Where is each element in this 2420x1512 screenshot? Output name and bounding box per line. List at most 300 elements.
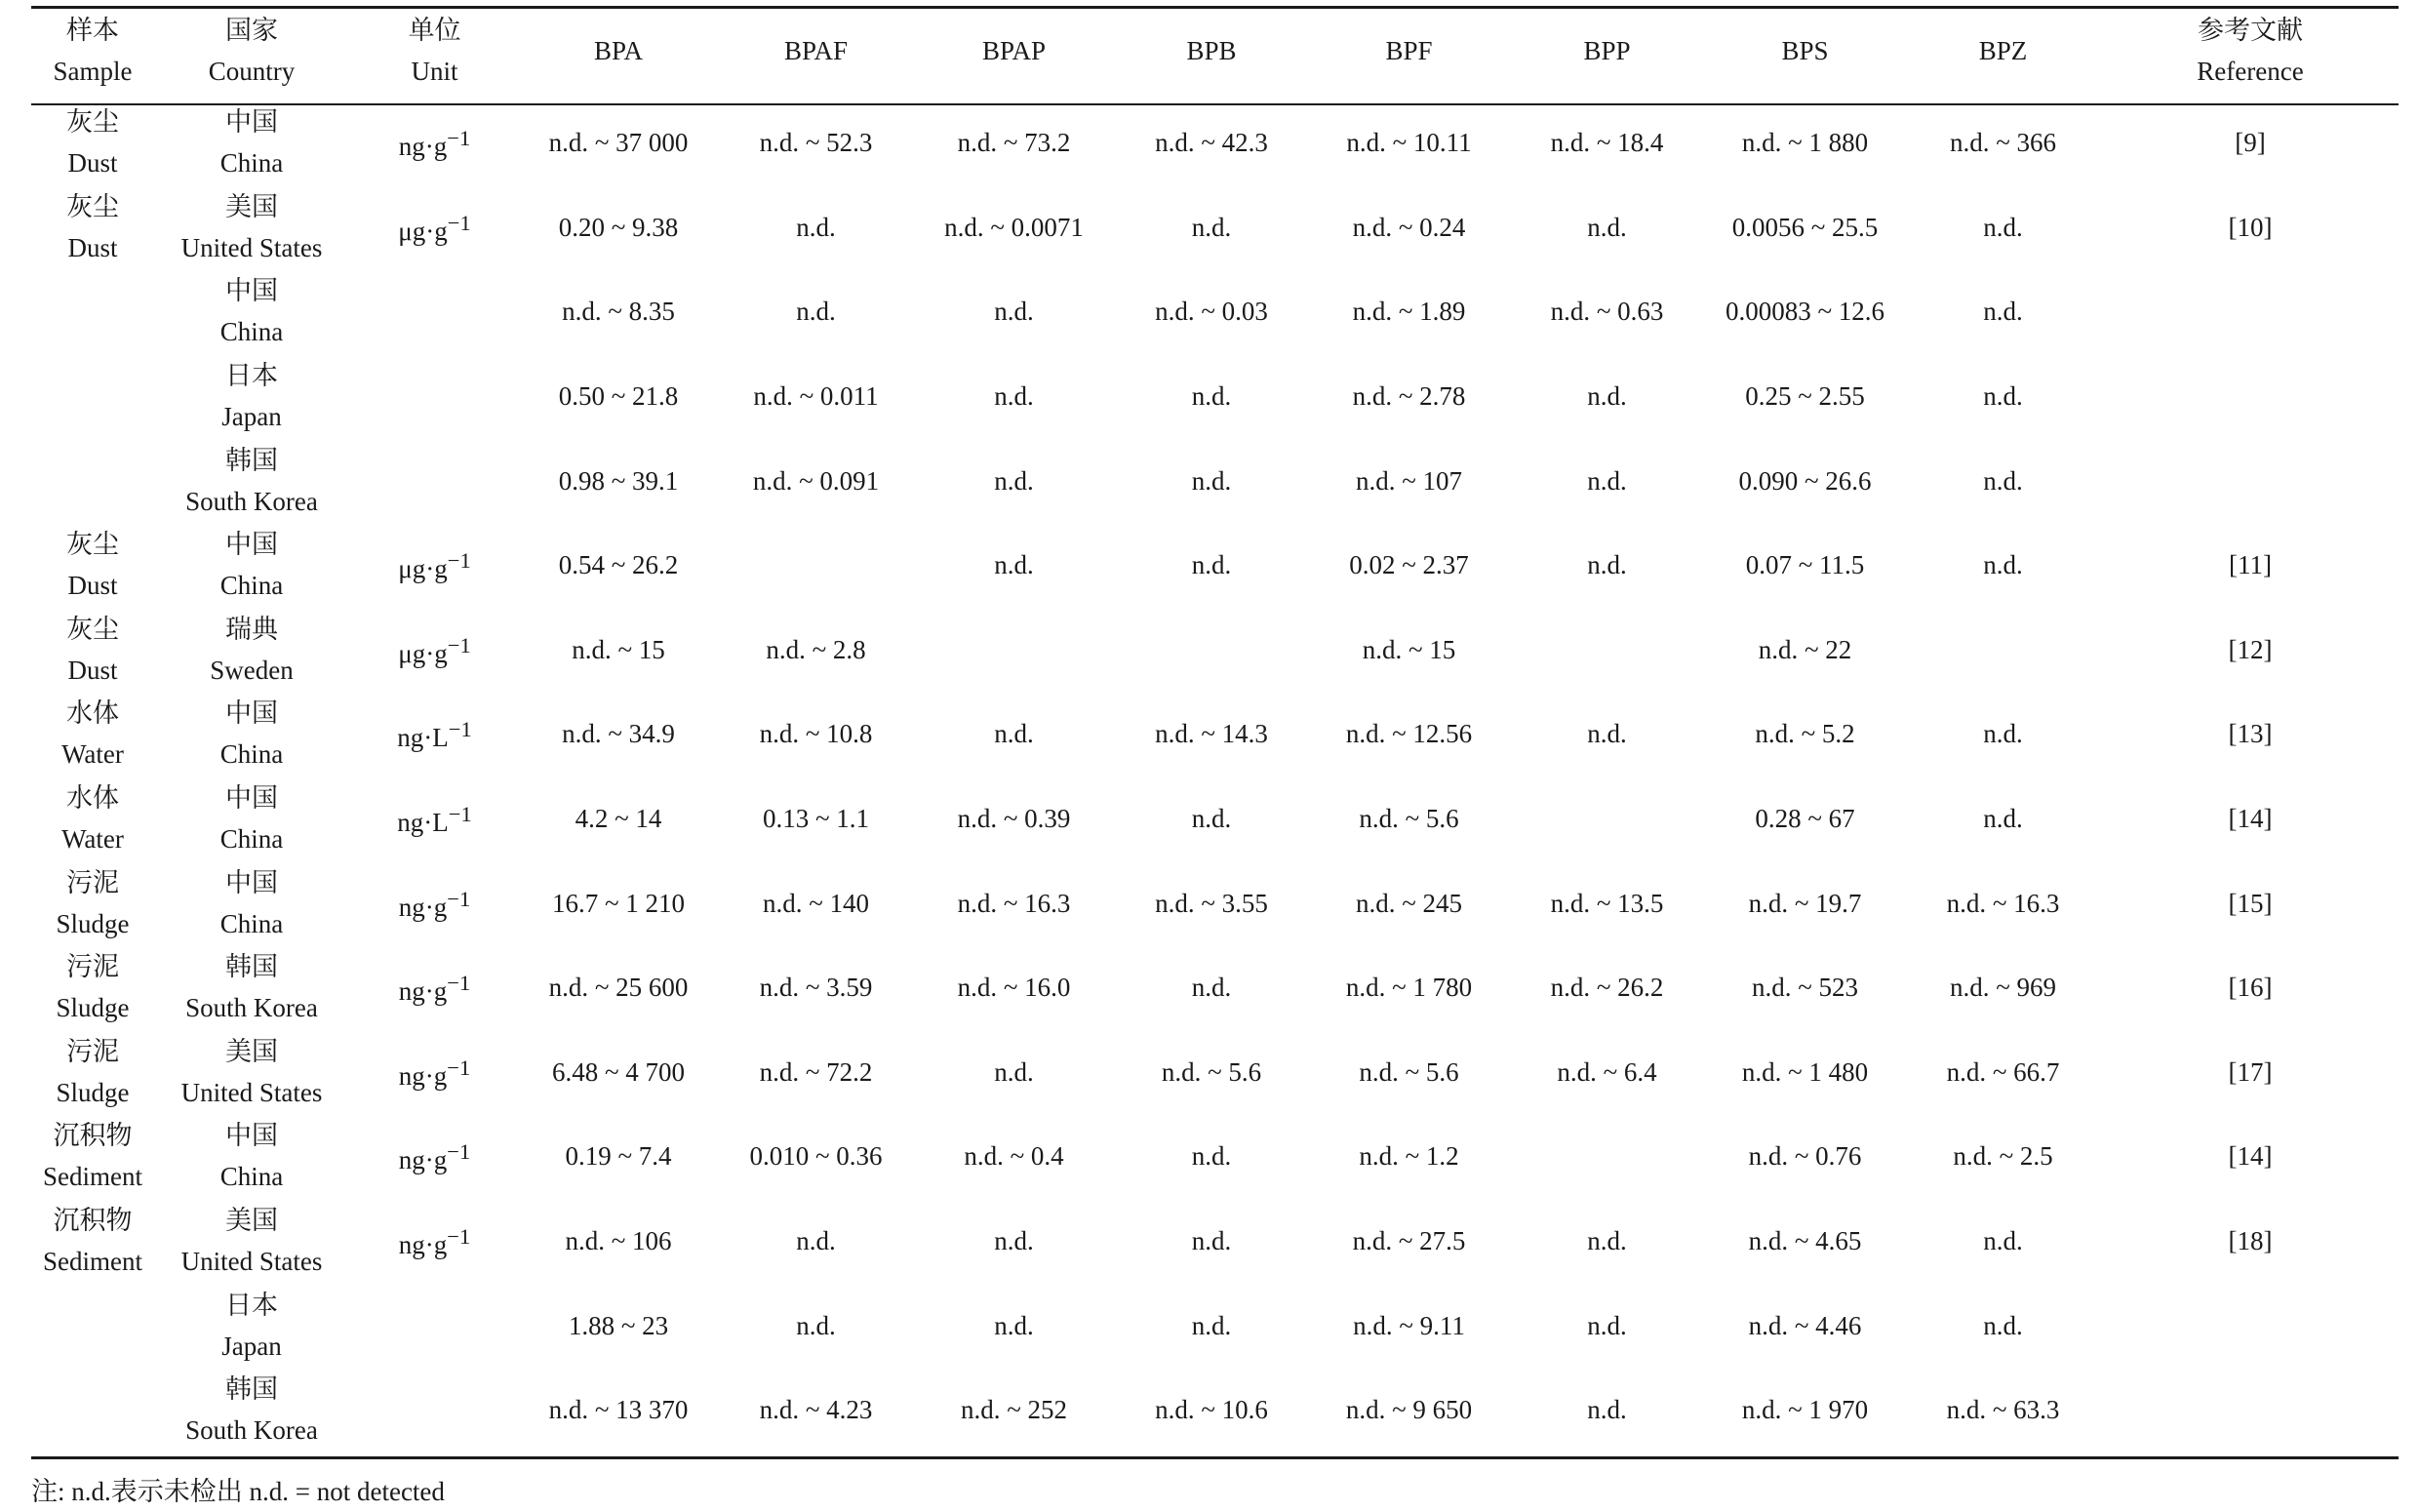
- country-cell: [154, 100, 349, 185]
- country-cell: [154, 185, 349, 270]
- bpb-value: n.d.: [1191, 212, 1232, 242]
- bpa-value: 6.48 ~ 4 700: [551, 1056, 686, 1087]
- country-zh: 美国: [225, 1036, 278, 1066]
- country-en: South Korea: [185, 993, 318, 1023]
- sample-zh: 污泥: [66, 1036, 119, 1066]
- country-zh: 中国: [225, 783, 278, 814]
- bpap-value: n.d. ~ 0.0071: [944, 212, 1084, 242]
- table-row: [31, 438, 2399, 523]
- country-en: United States: [180, 1077, 323, 1107]
- reference-cell: [18]: [2228, 1226, 2273, 1256]
- sample-en: Sediment: [43, 1247, 142, 1277]
- bpz-value: n.d.: [1983, 465, 2023, 496]
- country-cell: [154, 1199, 349, 1284]
- bps-value: n.d. ~ 19.7: [1748, 888, 1862, 918]
- bpaf-value: n.d. ~ 4.23: [759, 1395, 873, 1425]
- header-bpp: [1508, 0, 1706, 100]
- bps-value: n.d. ~ 523: [1751, 973, 1859, 1003]
- bisphenol-concentration-table: [31, 0, 2399, 1452]
- country-en: United States: [180, 232, 323, 262]
- bpp-value: n.d.: [1587, 381, 1627, 412]
- bpa-value: n.d. ~ 25 600: [548, 973, 689, 1003]
- header-bpa: [520, 0, 717, 100]
- bpz-value: n.d.: [1983, 381, 2023, 412]
- unit-cell: [349, 100, 520, 185]
- bps-value: 0.00083 ~ 12.6: [1725, 297, 1885, 327]
- reference-cell: [12]: [2228, 634, 2273, 664]
- bpap-value: n.d. ~ 0.4: [964, 1141, 1064, 1172]
- table-row: [31, 860, 2399, 945]
- bpz-value: n.d. ~ 2.5: [1953, 1141, 2053, 1172]
- unit-exponent: −1: [447, 548, 471, 574]
- bpf-value: n.d. ~ 2.78: [1352, 381, 1466, 412]
- country-en: South Korea: [185, 486, 318, 516]
- bpaf-value: n.d. ~ 2.8: [766, 634, 866, 664]
- header-unit-zh: 单位: [408, 15, 461, 45]
- table-row: [31, 945, 2399, 1030]
- sample-en: Water: [61, 824, 124, 855]
- bpz-value: n.d. ~ 969: [1949, 973, 2057, 1003]
- bpz-value: [1904, 608, 2102, 693]
- table-row: [31, 1368, 2399, 1452]
- country-cell: [154, 523, 349, 608]
- header-row: [31, 0, 2399, 100]
- sample-en: Dust: [67, 571, 118, 601]
- bps-value: 0.25 ~ 2.55: [1745, 381, 1865, 412]
- reference-cell: [2102, 1283, 2399, 1368]
- sample-cell: [31, 1368, 154, 1452]
- country-zh: 日本: [225, 1290, 278, 1320]
- country-cell: [154, 1030, 349, 1115]
- sample-zh: 灰尘: [66, 530, 119, 560]
- bps-value: n.d. ~ 5.2: [1755, 719, 1855, 749]
- header-country-zh: 国家: [225, 15, 278, 45]
- country-en: Japan: [221, 1331, 282, 1361]
- unit-exponent: −1: [447, 210, 471, 235]
- bps-value: n.d. ~ 22: [1758, 634, 1852, 664]
- sample-zh: 沉积物: [53, 1121, 133, 1151]
- header-unit-en: Unit: [411, 56, 458, 86]
- reference-cell: [9]: [2235, 128, 2266, 158]
- bpaf-value: 0.13 ~ 1.1: [762, 804, 870, 834]
- unit-cell: [349, 945, 520, 1030]
- bpaf-value: n.d.: [796, 1226, 836, 1256]
- sample-cell: [31, 1283, 154, 1368]
- bpf-value: 0.02 ~ 2.37: [1349, 550, 1469, 580]
- unit-base: μg·g: [398, 554, 448, 584]
- bpz-value: n.d.: [1983, 1310, 2023, 1340]
- bpaf-value: n.d.: [796, 1310, 836, 1340]
- sample-en: Dust: [67, 655, 118, 685]
- bpa-value: 0.98 ~ 39.1: [558, 465, 679, 496]
- sample-cell: [31, 860, 154, 945]
- sample-cell: [31, 692, 154, 776]
- bpa-value: n.d. ~ 37 000: [548, 128, 689, 158]
- bpp-value: n.d.: [1587, 1310, 1627, 1340]
- reference-cell: [2102, 1368, 2399, 1452]
- table-row: [31, 269, 2399, 354]
- sample-zh: 水体: [66, 698, 119, 729]
- bpf-value: n.d. ~ 5.6: [1359, 1056, 1459, 1087]
- reference-cell: [17]: [2228, 1056, 2273, 1087]
- unit-cell: [349, 185, 520, 270]
- bpz-value: n.d.: [1983, 297, 2023, 327]
- bpz-value: n.d. ~ 366: [1949, 128, 2057, 158]
- bps-value: n.d. ~ 1 880: [1741, 128, 1869, 158]
- bpb-value: n.d. ~ 14.3: [1155, 719, 1268, 749]
- sample-en: Sludge: [56, 1077, 130, 1107]
- country-en: China: [219, 824, 284, 855]
- header-bpz-en: BPZ: [1978, 35, 2028, 65]
- bpap-value: n.d.: [994, 719, 1034, 749]
- header-bpb: [1113, 0, 1310, 100]
- country-en: China: [219, 908, 284, 938]
- bpf-value: n.d. ~ 27.5: [1352, 1226, 1466, 1256]
- reference-cell: [14]: [2228, 1141, 2273, 1172]
- unit-base: ng·g: [398, 892, 448, 922]
- bpap-value: n.d.: [994, 297, 1034, 327]
- bpap-value: n.d.: [994, 550, 1034, 580]
- bpb-value: n.d.: [1191, 804, 1232, 834]
- header-reference-en: Reference: [2197, 56, 2304, 86]
- bpaf-value: n.d. ~ 0.011: [753, 381, 879, 412]
- bpb-value: n.d. ~ 3.55: [1155, 888, 1268, 918]
- unit-exponent: −1: [447, 886, 471, 911]
- country-en: China: [219, 739, 284, 770]
- reference-cell: [2102, 354, 2399, 439]
- unit-exponent: −1: [447, 971, 471, 996]
- bpz-value: n.d.: [1983, 1226, 2023, 1256]
- bpa-value: 1.88 ~ 23: [568, 1310, 669, 1340]
- bpb-value: n.d.: [1191, 465, 1232, 496]
- country-zh: 中国: [225, 1121, 278, 1151]
- sample-en: Water: [61, 739, 124, 770]
- reference-cell: [2102, 438, 2399, 523]
- sample-cell: [31, 438, 154, 523]
- country-en: China: [219, 571, 284, 601]
- bpp-value: [1508, 1114, 1706, 1199]
- table-row: [31, 100, 2399, 185]
- unit-base: ng·g: [398, 132, 448, 162]
- unit-cell: [349, 438, 520, 523]
- table-row: [31, 185, 2399, 270]
- country-zh: 韩国: [225, 445, 278, 475]
- bpb-value: n.d.: [1191, 550, 1232, 580]
- unit-base: μg·g: [398, 216, 448, 246]
- bpf-value: n.d. ~ 1.2: [1359, 1141, 1459, 1172]
- bpp-value: n.d.: [1587, 550, 1627, 580]
- bpa-value: 16.7 ~ 1 210: [551, 888, 686, 918]
- unit-exponent: −1: [448, 717, 472, 742]
- bps-value: 0.0056 ~ 25.5: [1731, 212, 1879, 242]
- country-en: China: [219, 148, 284, 179]
- footnote-cutoff: [31, 1469, 2399, 1506]
- bpp-value: [1508, 776, 1706, 861]
- country-cell: [154, 776, 349, 861]
- unit-exponent: −1: [447, 1139, 471, 1165]
- unit-cell: [349, 523, 520, 608]
- sample-cell: [31, 1199, 154, 1284]
- header-bpf: [1310, 0, 1508, 100]
- country-zh: 中国: [225, 867, 278, 897]
- bpz-value: n.d.: [1983, 550, 2023, 580]
- unit-cell: [349, 354, 520, 439]
- bpaf-value: n.d. ~ 10.8: [759, 719, 873, 749]
- bpa-value: n.d. ~ 8.35: [562, 297, 675, 327]
- bpp-value: n.d. ~ 18.4: [1550, 128, 1664, 158]
- sample-cell: [31, 185, 154, 270]
- header-bpaf-en: BPAF: [783, 35, 849, 65]
- unit-exponent: −1: [447, 1054, 471, 1080]
- country-en: China: [219, 317, 284, 347]
- header-bpaf: [717, 0, 915, 100]
- header-reference: [2102, 0, 2399, 100]
- sample-cell: [31, 100, 154, 185]
- bpz-value: n.d. ~ 16.3: [1946, 888, 2060, 918]
- bpap-value: n.d. ~ 73.2: [957, 128, 1071, 158]
- bpap-value: n.d. ~ 252: [960, 1395, 1068, 1425]
- header-bpz: [1904, 0, 2102, 100]
- country-zh: 中国: [225, 276, 278, 306]
- header-sample-en: Sample: [53, 56, 133, 86]
- bpap-value: n.d.: [994, 1056, 1034, 1087]
- header-sample: [31, 0, 154, 100]
- table-bottom-rule: [31, 1456, 2399, 1459]
- reference-cell: [2102, 269, 2399, 354]
- country-zh: 韩国: [225, 952, 278, 982]
- country-zh: 中国: [225, 107, 278, 138]
- reference-cell: [13]: [2228, 719, 2273, 749]
- sample-cell: [31, 269, 154, 354]
- unit-base: ng·g: [398, 1230, 448, 1260]
- bpaf-value: n.d. ~ 3.59: [759, 973, 873, 1003]
- unit-cell: [349, 1199, 520, 1284]
- sample-en: Dust: [67, 148, 118, 179]
- country-cell: [154, 354, 349, 439]
- bpap-value: n.d.: [994, 381, 1034, 412]
- bpf-value: n.d. ~ 15: [1362, 634, 1456, 664]
- country-en: South Korea: [185, 1415, 318, 1446]
- country-cell: [154, 1114, 349, 1199]
- data-table: [31, 0, 2399, 1452]
- unit-cell: [349, 608, 520, 693]
- bpa-value: 4.2 ~ 14: [575, 804, 662, 834]
- bpp-value: n.d. ~ 26.2: [1550, 973, 1664, 1003]
- country-zh: 美国: [225, 1206, 278, 1236]
- sample-en: Sludge: [56, 908, 130, 938]
- reference-cell: [10]: [2228, 212, 2273, 242]
- bpb-value: n.d.: [1191, 1310, 1232, 1340]
- unit-cell: [349, 1114, 520, 1199]
- table-row: [31, 1283, 2399, 1368]
- sample-zh: 污泥: [66, 952, 119, 982]
- sample-cell: [31, 523, 154, 608]
- bpb-value: n.d. ~ 10.6: [1155, 1395, 1268, 1425]
- bpaf-value: n.d.: [796, 212, 836, 242]
- reference-cell: [14]: [2228, 804, 2273, 834]
- unit-base: ng·L: [397, 808, 449, 838]
- bpp-value: n.d. ~ 6.4: [1557, 1056, 1657, 1087]
- country-zh: 中国: [225, 530, 278, 560]
- bpaf-value: n.d. ~ 52.3: [759, 128, 873, 158]
- country-en: United States: [180, 1247, 323, 1277]
- unit-exponent: −1: [447, 126, 471, 151]
- bpap-value: n.d. ~ 16.0: [957, 973, 1071, 1003]
- bpb-value: n.d.: [1191, 1141, 1232, 1172]
- bpf-value: n.d. ~ 107: [1355, 465, 1463, 496]
- bpa-value: n.d. ~ 106: [565, 1226, 672, 1256]
- bps-value: 0.090 ~ 26.6: [1738, 465, 1872, 496]
- bpaf-value: n.d.: [796, 297, 836, 327]
- unit-base: μg·g: [398, 638, 448, 668]
- sample-cell: [31, 1114, 154, 1199]
- table-row: [31, 776, 2399, 861]
- sample-zh: 灰尘: [66, 614, 119, 644]
- bpf-value: n.d. ~ 0.24: [1352, 212, 1466, 242]
- bpf-value: n.d. ~ 12.56: [1345, 719, 1473, 749]
- unit-cell: [349, 692, 520, 776]
- bpb-value: n.d. ~ 0.03: [1155, 297, 1268, 327]
- unit-cell: [349, 269, 520, 354]
- header-unit: [349, 0, 520, 100]
- bpf-value: n.d. ~ 1.89: [1352, 297, 1466, 327]
- bpap-value: n.d.: [994, 1226, 1034, 1256]
- unit-cell: [349, 1283, 520, 1368]
- header-bpa-en: BPA: [593, 35, 644, 65]
- table-row: [31, 692, 2399, 776]
- sample-zh: 沉积物: [53, 1206, 133, 1236]
- country-en: China: [219, 1162, 284, 1192]
- bpf-value: n.d. ~ 10.11: [1346, 128, 1472, 158]
- bpp-value: n.d.: [1587, 1395, 1627, 1425]
- bps-value: 0.28 ~ 67: [1755, 804, 1855, 834]
- bps-value: 0.07 ~ 11.5: [1745, 550, 1865, 580]
- footnote-text: 注: n.d.表示未检出 n.d. = not detected: [31, 1477, 445, 1506]
- country-en: Japan: [221, 402, 282, 432]
- country-zh: 中国: [225, 698, 278, 729]
- bpb-value: n.d. ~ 5.6: [1161, 1056, 1262, 1087]
- unit-cell: [349, 1368, 520, 1452]
- bpa-value: 0.20 ~ 9.38: [558, 212, 679, 242]
- reference-cell: [11]: [2229, 550, 2272, 580]
- header-country-en: Country: [208, 56, 296, 86]
- bpp-value: n.d. ~ 13.5: [1550, 888, 1664, 918]
- header-bps-en: BPS: [1781, 35, 1829, 65]
- table-row: [31, 523, 2399, 608]
- bps-value: n.d. ~ 1 480: [1741, 1056, 1869, 1087]
- sample-en: Dust: [67, 232, 118, 262]
- bpz-value: n.d.: [1983, 804, 2023, 834]
- sample-zh: 灰尘: [66, 191, 119, 221]
- bpf-value: n.d. ~ 9.11: [1353, 1310, 1465, 1340]
- unit-base: ng·g: [398, 976, 448, 1007]
- bpa-value: n.d. ~ 13 370: [548, 1395, 689, 1425]
- country-cell: [154, 1283, 349, 1368]
- bpaf-value: n.d. ~ 0.091: [752, 465, 880, 496]
- sample-en: Sediment: [43, 1162, 142, 1192]
- unit-cell: [349, 776, 520, 861]
- sample-zh: 水体: [66, 783, 119, 814]
- country-zh: 瑞典: [225, 614, 278, 644]
- bpb-value: n.d.: [1191, 1226, 1232, 1256]
- reference-cell: [16]: [2228, 973, 2273, 1003]
- country-cell: [154, 945, 349, 1030]
- header-bpf-en: BPF: [1385, 35, 1433, 65]
- table-row: [31, 354, 2399, 439]
- bpa-value: 0.54 ~ 26.2: [558, 550, 679, 580]
- bpz-value: n.d.: [1983, 719, 2023, 749]
- bpf-value: n.d. ~ 245: [1355, 888, 1463, 918]
- bpf-value: n.d. ~ 1 780: [1345, 973, 1473, 1003]
- country-cell: [154, 608, 349, 693]
- bpap-value: n.d.: [994, 1310, 1034, 1340]
- sample-zh: 污泥: [66, 867, 119, 897]
- sample-cell: [31, 1030, 154, 1115]
- unit-exponent: −1: [447, 1224, 471, 1250]
- bpap-value: n.d.: [994, 465, 1034, 496]
- bpaf-value: 0.010 ~ 0.36: [749, 1141, 883, 1172]
- bpp-value: n.d.: [1587, 1226, 1627, 1256]
- country-cell: [154, 438, 349, 523]
- bpz-value: n.d. ~ 63.3: [1946, 1395, 2060, 1425]
- unit-base: ng·g: [398, 1060, 448, 1091]
- country-zh: 韩国: [225, 1374, 278, 1405]
- unit-cell: [349, 1030, 520, 1115]
- bps-value: n.d. ~ 4.65: [1748, 1226, 1862, 1256]
- header-bpap: [915, 0, 1113, 100]
- header-bps: [1706, 0, 1904, 100]
- table-row: [31, 1030, 2399, 1115]
- header-sample-zh: 样本: [66, 15, 119, 45]
- bpp-value: n.d.: [1587, 212, 1627, 242]
- country-zh: 日本: [225, 361, 278, 391]
- bps-value: n.d. ~ 0.76: [1748, 1141, 1862, 1172]
- header-reference-zh: 参考文献: [2198, 15, 2303, 45]
- bpf-value: n.d. ~ 5.6: [1359, 804, 1459, 834]
- bpp-value: n.d.: [1587, 465, 1627, 496]
- bpz-value: n.d. ~ 66.7: [1946, 1056, 2060, 1087]
- table-row: [31, 1199, 2399, 1284]
- sample-cell: [31, 776, 154, 861]
- country-en: Sweden: [210, 655, 294, 685]
- bpb-value: n.d. ~ 42.3: [1155, 128, 1268, 158]
- bpb-value: n.d.: [1191, 381, 1232, 412]
- bpaf-value: [717, 523, 915, 608]
- bpp-value: [1508, 608, 1706, 693]
- sample-cell: [31, 354, 154, 439]
- country-cell: [154, 692, 349, 776]
- bpap-value: [915, 608, 1113, 693]
- bpap-value: n.d. ~ 16.3: [957, 888, 1071, 918]
- bpp-value: n.d. ~ 0.63: [1550, 297, 1664, 327]
- country-cell: [154, 1368, 349, 1452]
- unit-base: ng·g: [398, 1145, 448, 1175]
- bpaf-value: n.d. ~ 72.2: [759, 1056, 873, 1087]
- country-cell: [154, 269, 349, 354]
- bps-value: n.d. ~ 1 970: [1741, 1395, 1869, 1425]
- bpb-value: n.d.: [1191, 973, 1232, 1003]
- unit-exponent: −1: [448, 802, 472, 827]
- bpa-value: n.d. ~ 15: [572, 634, 665, 664]
- bpa-value: 0.19 ~ 7.4: [565, 1141, 672, 1172]
- country-cell: [154, 860, 349, 945]
- bpa-value: 0.50 ~ 21.8: [558, 381, 679, 412]
- sample-cell: [31, 608, 154, 693]
- reference-cell: [15]: [2228, 888, 2273, 918]
- unit-base: ng·L: [397, 723, 449, 753]
- bps-value: n.d. ~ 4.46: [1748, 1310, 1862, 1340]
- table-row: [31, 1114, 2399, 1199]
